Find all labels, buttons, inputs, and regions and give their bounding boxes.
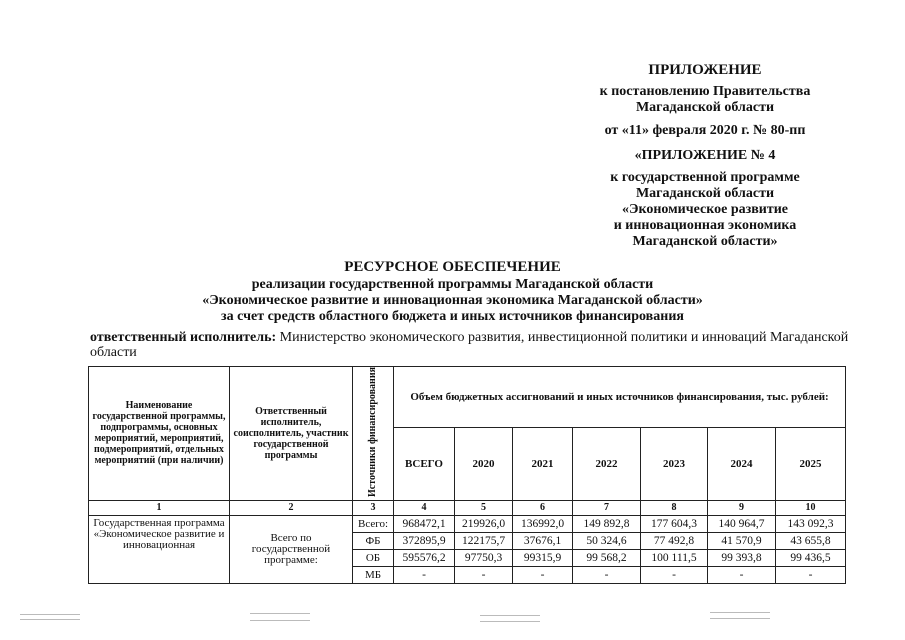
responsible-cell: Всего по государственной программе: (230, 515, 353, 583)
executor-label: ответственный исполнитель: (90, 330, 277, 345)
source-cell: МБ (353, 566, 394, 583)
header-year-2025: 2025 (776, 428, 846, 501)
value-cell: - (708, 566, 776, 583)
value-cell: 595576,2 (394, 549, 455, 566)
value-cell: 143 092,3 (776, 515, 846, 532)
source-cell: Всего: (353, 515, 394, 532)
document-title: РЕСУРСНОЕ ОБЕСПЕЧЕНИЕ (344, 259, 561, 275)
scan-artifact (20, 610, 80, 624)
column-number: 9 (708, 500, 776, 515)
column-number: 1 (89, 500, 230, 515)
value-cell: - (455, 566, 513, 583)
header-source (353, 367, 394, 501)
column-number: 3 (353, 500, 394, 515)
column-number-row (89, 500, 846, 515)
program-name-cell: Государственная программа «Экономическое развитие и инновационная (89, 515, 230, 583)
approval-block (560, 62, 850, 250)
header-year-2022: 2022 (573, 428, 641, 501)
value-cell: 149 892,8 (573, 515, 641, 532)
value-cell: - (513, 566, 573, 583)
annex-line-3: «Экономическое развитие (621, 202, 789, 217)
resource-table (88, 366, 846, 584)
annex-line-5: Магаданской области» (632, 234, 778, 249)
annex-line-1: к государственной программе (610, 170, 800, 185)
column-number: 2 (230, 500, 353, 515)
scan-artifact (480, 610, 540, 624)
value-cell: 99 568,2 (573, 549, 641, 566)
scan-artifact (250, 610, 310, 624)
value-cell: - (776, 566, 846, 583)
value-cell: 122175,7 (455, 532, 513, 549)
header-year-total: ВСЕГО (394, 428, 455, 501)
value-cell: 99 436,5 (776, 549, 846, 566)
value-cell: 77 492,8 (641, 532, 708, 549)
annex-title: «ПРИЛОЖЕНИЕ № 4 (634, 148, 776, 163)
column-number: 7 (573, 500, 641, 515)
header-name: Наименование государственной программы, подпрограммы, основных мероприятий, мероприятий, подмероприятий, отдельных мероприятий (при наличии) (89, 367, 230, 501)
document-subtitle-3: за счет средств областного бюджета и иных источников финансирования (221, 309, 684, 324)
approval-heading: ПРИЛОЖЕНИЕ (648, 62, 762, 78)
value-cell: 41 570,9 (708, 532, 776, 549)
value-cell: 372895,9 (394, 532, 455, 549)
column-number: 10 (776, 500, 846, 515)
column-number: 8 (641, 500, 708, 515)
header-responsible: Ответственный исполнитель, соисполнитель, участник государственной программы (230, 367, 353, 501)
header-year-2021: 2021 (513, 428, 573, 501)
value-cell: 219926,0 (455, 515, 513, 532)
value-cell: 99 393,8 (708, 549, 776, 566)
value-cell: - (394, 566, 455, 583)
value-cell: 43 655,8 (776, 532, 846, 549)
value-cell: 177 604,3 (641, 515, 708, 532)
value-cell: - (641, 566, 708, 583)
document-subtitle-1: реализации государственной программы Магаданской области (251, 277, 654, 292)
header-funding: Объем бюджетных ассигнований и иных источников финансирования, тыс. рублей: (394, 367, 846, 428)
header-year-2020: 2020 (455, 428, 513, 501)
column-number: 6 (513, 500, 573, 515)
value-cell: 100 111,5 (641, 549, 708, 566)
value-cell: 968472,1 (394, 515, 455, 532)
source-cell: ОБ (353, 549, 394, 566)
value-cell: - (573, 566, 641, 583)
approval-line-1: к постановлению Правительства (599, 84, 811, 99)
header-year-2023: 2023 (641, 428, 708, 501)
responsible-executor (90, 330, 850, 360)
header-source-label: Источники финансирования (367, 367, 378, 497)
value-cell: 140 964,7 (708, 515, 776, 532)
column-number: 4 (394, 500, 455, 515)
value-cell: 37676,1 (513, 532, 573, 549)
scan-artifact (710, 610, 770, 624)
annex-line-4: и инновационная экономика (613, 218, 797, 233)
table-row-total (89, 515, 846, 532)
approval-date-line: от «11» февраля 2020 г. № 80-пп (604, 123, 806, 138)
value-cell: 136992,0 (513, 515, 573, 532)
document-subtitle-2: «Экономическое развитие и инновационная экономика Магаданской области» (202, 293, 703, 308)
header-year-2024: 2024 (708, 428, 776, 501)
executor-value: Министерство экономического развития, инвестиционной политики и инноваций Магаданской области (90, 330, 849, 360)
value-cell: 99315,9 (513, 549, 573, 566)
approval-line-2: Магаданской области (635, 100, 775, 115)
value-cell: 97750,3 (455, 549, 513, 566)
annex-line-2: Магаданской области (635, 186, 775, 201)
source-cell: ФБ (353, 532, 394, 549)
value-cell: 50 324,6 (573, 532, 641, 549)
column-number: 5 (455, 500, 513, 515)
